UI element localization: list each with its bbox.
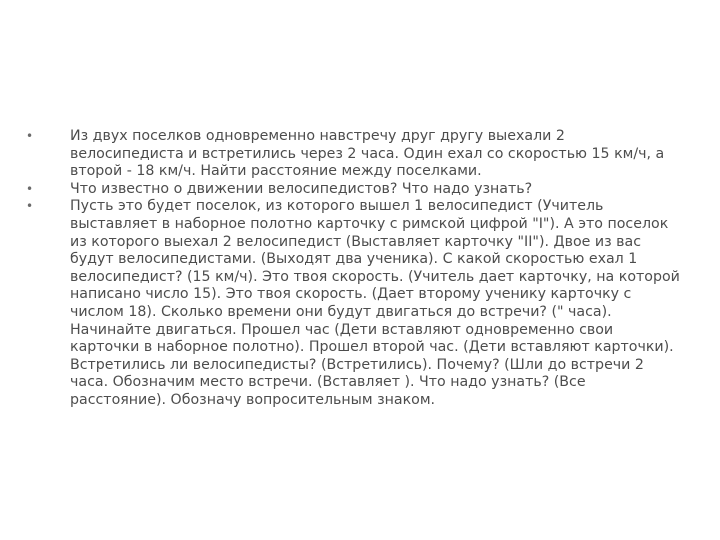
bullet-icon: • (26, 199, 34, 214)
list-item (26, 128, 716, 181)
bullet-icon: • (26, 129, 34, 143)
bullet-text: Что известно о движении велосипедистов? Что надо узнать? (70, 180, 533, 197)
list-item (26, 198, 716, 409)
list-item (26, 181, 716, 199)
bullet-text: Из двух поселков одновременно навстречу друг другу выехали 2 велосипедиста и встретились через 2 часа. Один ехал со скоростью 15 км/ч, а второй - 18 км/ч. Найти расстояние между поселками. (70, 128, 665, 180)
bullet-list (26, 128, 716, 410)
bullet-text: Пусть это будет поселок, из которого вышел 1 велосипедист (Учитель выставляет в наборное полотно карточку с римской цифрой "I"). А это поселок из которого выехал 2 велосипедист (Выставляет карточку "II"). Двое из вас будут велосипедистами. (Выходят два ученика). С какой скоростью ехал 1 велосипедист? (15 км/ч). Это твоя скорость. (Учитель дает карточку, на которой написано число 15). Это твоя скорость. (Дает второму ученику карточку с числом 18). Сколько времени они будут двигаться до встречи? (" часа). Начинайте двигаться. Прошел час (Дети вставляют одновременно свои карточки в наборное полотно). Прошел второй час. (Дети вставляют карточки). Встретились ли велосипедисты? (Встретились). Почему? (Шли до встречи 2 часа. Обозначим место встречи. (Вставляет ). Что надо узнать? (Все расстояние). Обозначу вопросительным знаком. (70, 198, 680, 408)
bullet-icon: • (26, 181, 34, 196)
